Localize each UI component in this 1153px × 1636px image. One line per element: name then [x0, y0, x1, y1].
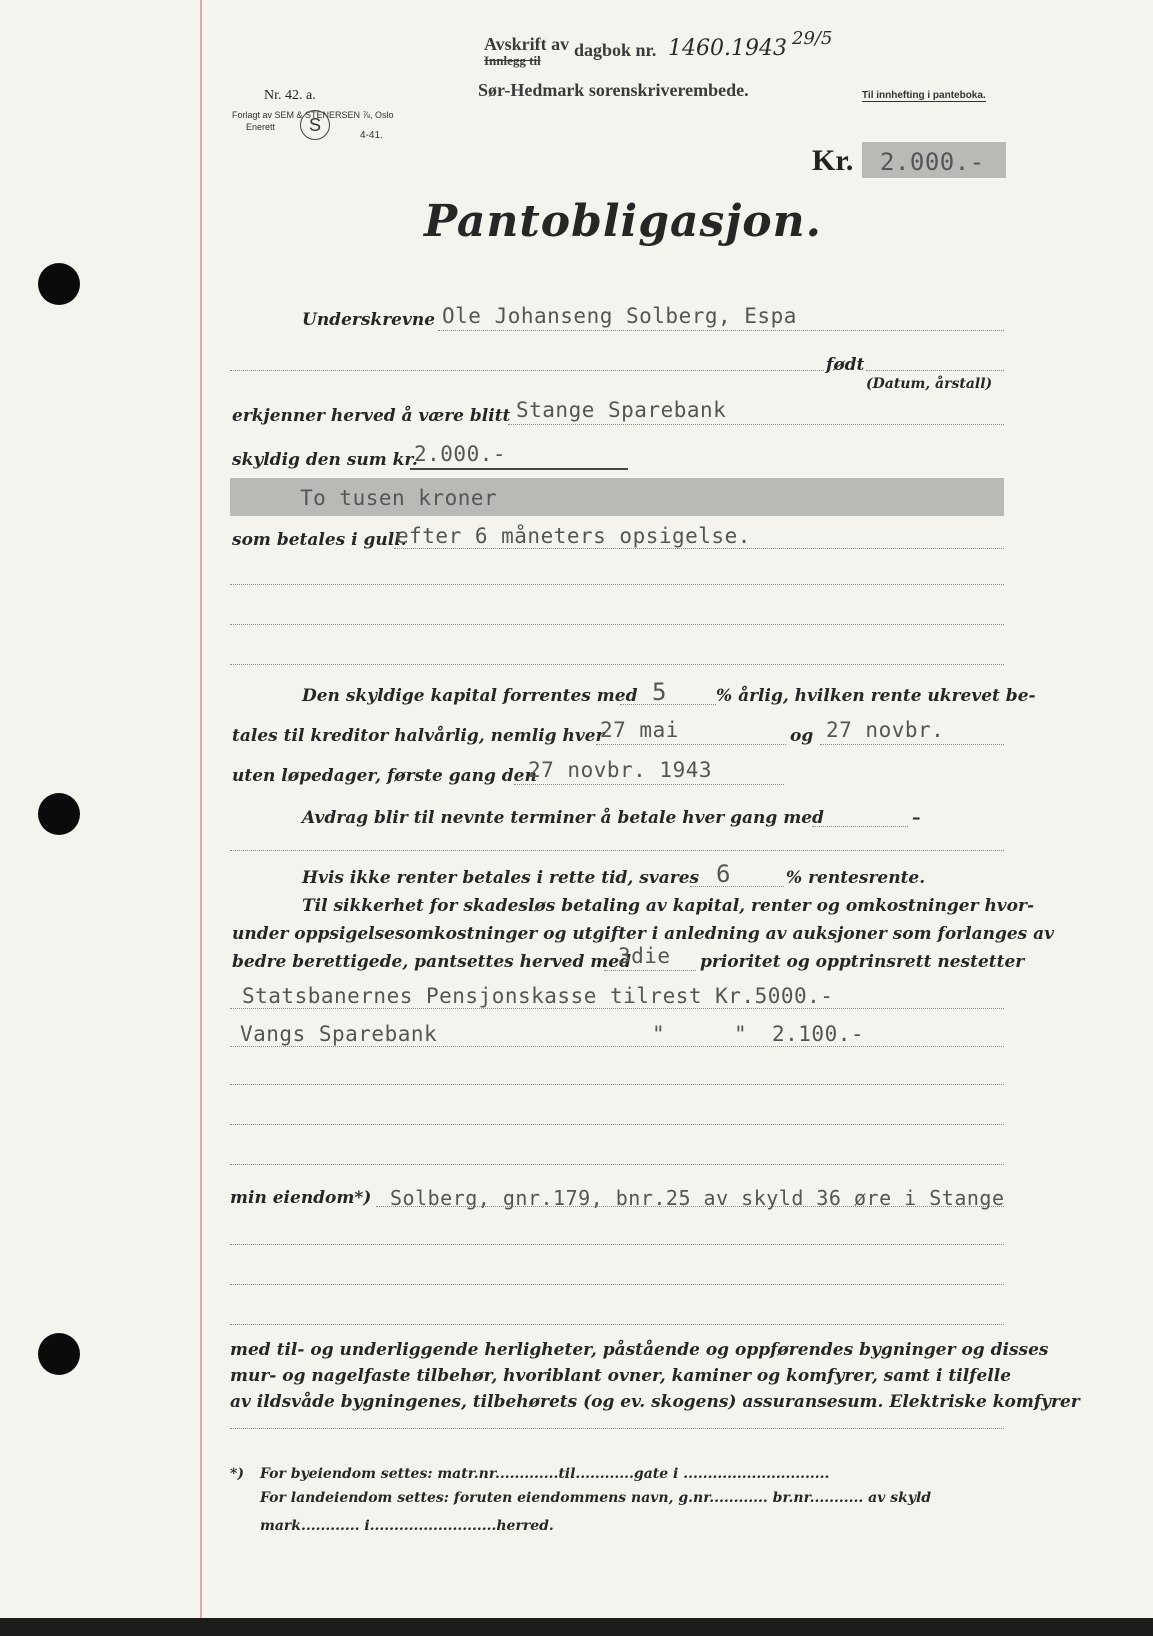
- fill-line: [230, 1284, 1004, 1285]
- sikkerhet-line1: Til sikkerhet for skadesløs betaling av kapital, renter og omkostninger hvor-: [302, 896, 1035, 916]
- fill-line: [230, 664, 1004, 665]
- sikkerhet-line2: under oppsigelsesomkostninger og utgifter i anledning av auksjoner som forlanges av: [232, 924, 1055, 944]
- rentesrente-post: % rentesrente.: [786, 868, 926, 888]
- stamp-innlegg: Innlegg til: [484, 53, 541, 68]
- eiendom-label: min eiendom*): [230, 1188, 372, 1208]
- prior-line2-name: Vangs Sparebank: [240, 1022, 438, 1046]
- amount-words: To tusen kroner: [300, 486, 498, 510]
- fill-line: [230, 1008, 1004, 1009]
- kr-label: Kr.: [812, 144, 854, 177]
- publisher-line: Forlagt av SEM & STENERSEN ⅞, Oslo: [232, 110, 394, 120]
- underskrevne-value: Ole Johanseng Solberg, Espa: [442, 304, 797, 328]
- prior-line1: Statsbanernes Pensjonskasse tilrest Kr.5000.-: [242, 984, 834, 1008]
- publisher-logo-icon: S: [300, 110, 330, 140]
- rentesrente-value: 6: [716, 860, 731, 888]
- prior-line2-ditto2: ": [734, 1022, 748, 1046]
- kr-amount: 2.000.-: [880, 148, 985, 176]
- form-number: Nr. 42. a.: [264, 88, 316, 103]
- fill-line: [394, 548, 1004, 549]
- margin-rule: [200, 0, 202, 1636]
- lopedager-label: uten løpedager, første gang den: [232, 766, 537, 786]
- rente-post: % årlig, hvilken rente ukrevet be-: [716, 686, 1036, 706]
- datum-label: (Datum, årstall): [866, 376, 993, 392]
- scan-edge: [0, 1618, 1153, 1636]
- dagbok-number: 1460.1943: [668, 36, 787, 61]
- rente-pre: Den skyldige kapital forrentes med: [302, 686, 638, 706]
- skyldig-value: 2.000.-: [414, 442, 507, 466]
- stamp-avskrift: Avskrift av: [484, 34, 570, 54]
- betales-value: efter 6 måneters opsigelse.: [396, 524, 751, 548]
- publisher-code: 4-41.: [360, 130, 383, 141]
- betales-label: som betales i gull.: [232, 530, 407, 550]
- fill-line: [230, 1164, 1004, 1165]
- fill-line: [230, 1324, 1004, 1325]
- punch-hole: [38, 793, 80, 835]
- halvarlig-value2: 27 novbr.: [826, 718, 945, 742]
- fill-line: [514, 784, 784, 785]
- fill-line: [230, 1084, 1004, 1085]
- document-title: Pantobligasjon.: [424, 196, 822, 247]
- prior-line2-ditto1: ": [652, 1022, 666, 1046]
- fill-line: [438, 330, 1004, 331]
- fill-line: [690, 886, 784, 887]
- fill-line: [820, 744, 1004, 745]
- fill-line: [866, 370, 1004, 371]
- fill-line: [230, 1428, 1004, 1429]
- publisher-enerett: Enerett: [246, 122, 276, 132]
- og-label: og: [790, 726, 814, 746]
- prioritet-value: 3die: [618, 944, 671, 968]
- fill-line: [230, 370, 824, 371]
- punch-hole: [38, 1333, 80, 1375]
- footnote-line1: For byeiendom settes: matr.nr.............til............gate i ..............................: [260, 1466, 830, 1482]
- underskrevne-label: Underskrevne: [302, 310, 436, 330]
- footnote-line2: For landeiendom settes: foruten eiendommens navn, g.nr............ br.nr........... av skyld: [260, 1490, 932, 1506]
- avdrag-value: –: [912, 808, 921, 828]
- fill-line: [230, 1244, 1004, 1245]
- skyldig-label: skyldig den sum kr.: [232, 450, 418, 470]
- herlighet-line3: av ildsvåde bygningenes, tilbehørets (og ev. skogens) assuransesum. Elektriske komfyrer: [230, 1392, 1080, 1412]
- fill-line: [230, 1124, 1004, 1125]
- date-note: 29/5: [792, 28, 833, 49]
- halvarlig-pre: tales til kreditor halvårlig, nemlig hver: [232, 726, 605, 746]
- footnote-star: *): [230, 1466, 244, 1482]
- erkjenner-label: erkjenner herved å være blitt: [232, 406, 511, 426]
- fill-line: [596, 744, 786, 745]
- stamp-dagbok-label: dagbok nr.: [574, 40, 657, 60]
- stamp-office: Sør-Hedmark sorenskriverembede.: [478, 80, 749, 100]
- herlighet-line1: med til- og underliggende herligheter, påstående og oppførendes bygninger og disses: [230, 1340, 1049, 1360]
- fill-line: [230, 850, 1004, 851]
- fill-line: [230, 1046, 1004, 1047]
- punch-hole: [38, 263, 80, 305]
- rente-value: 5: [652, 678, 667, 706]
- footnote-line3: mark............ i..........................herred.: [260, 1518, 554, 1534]
- fill-line: [230, 624, 1004, 625]
- innhefting-note: Til innhefting i panteboka.: [862, 90, 986, 101]
- eiendom-value: Solberg, gnr.179, bnr.25 av skyld 36 øre i Stange: [390, 1186, 1005, 1210]
- fill-line: [620, 704, 716, 705]
- sikkerhet-line3-pre: bedre berettigede, pantsettes herved med: [232, 952, 631, 972]
- fill-line: [410, 468, 628, 470]
- avdrag-label: Avdrag blir til nevnte terminer å betale hver gang med: [302, 808, 824, 828]
- fill-line: [604, 970, 696, 971]
- rentesrente-pre: Hvis ikke renter betales i rette tid, svares: [302, 868, 700, 888]
- prior-line2-amount: 2.100.-: [772, 1022, 865, 1046]
- lopedager-value: 27 novbr. 1943: [528, 758, 713, 782]
- fill-line: [812, 826, 908, 827]
- herlighet-line2: mur- og nagelfaste tilbehør, hvoriblant ovner, kaminer og komfyrer, samt i tilfelle: [230, 1366, 1012, 1386]
- sikkerhet-line3-post: prioritet og opptrinsrett nestetter: [700, 952, 1025, 972]
- halvarlig-value1: 27 mai: [600, 718, 679, 742]
- fill-line: [508, 424, 1004, 425]
- creditor-value: Stange Sparebank: [516, 398, 727, 422]
- fill-line: [230, 584, 1004, 585]
- fodt-label: født: [826, 355, 865, 375]
